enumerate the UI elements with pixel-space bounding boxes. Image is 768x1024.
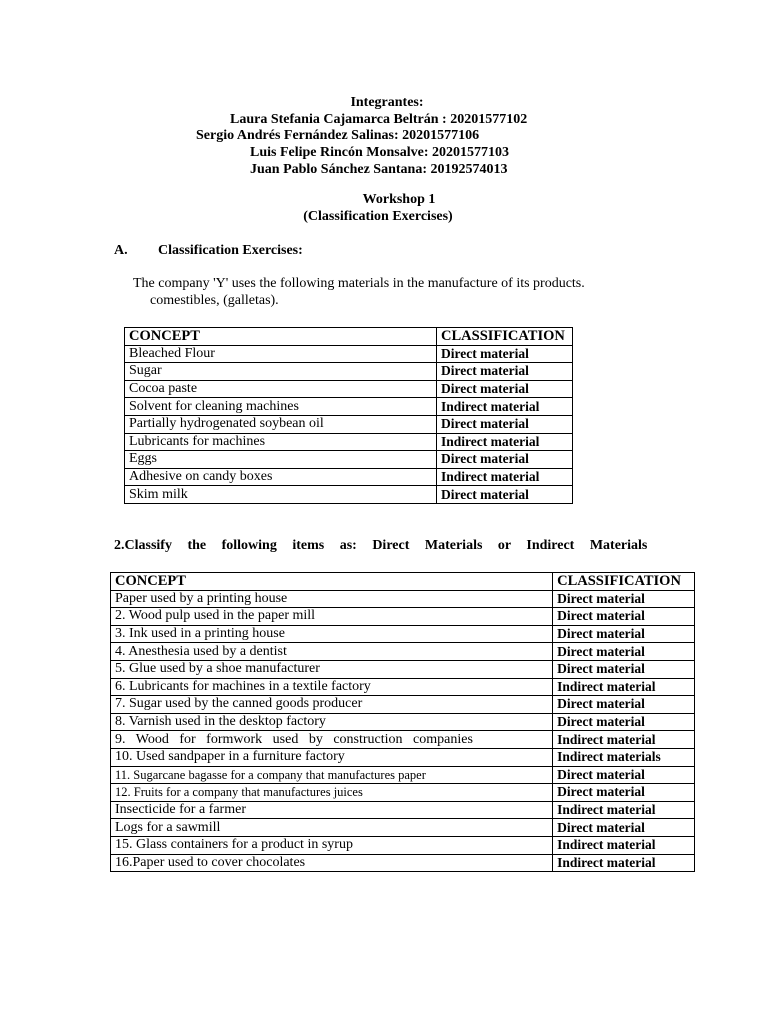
- section-a-marker: A.: [114, 243, 128, 258]
- classification-cell: Direct material: [437, 451, 573, 469]
- table-row: [111, 766, 695, 784]
- classification-cell: Direct material: [437, 363, 573, 381]
- concept-cell: 10. Used sandpaper in a furniture factory: [111, 748, 553, 766]
- member-4: Juan Pablo Sánchez Santana: 20192574013: [250, 162, 508, 177]
- classification-table-2: [110, 572, 695, 872]
- table-row: [125, 486, 573, 504]
- concept-cell: 15. Glass containers for a product in syrup: [111, 836, 553, 854]
- table-header-row: [125, 328, 573, 346]
- concept-cell: Solvent for cleaning machines: [125, 398, 437, 416]
- concept-cell: Insecticide for a farmer: [111, 801, 553, 819]
- classification-cell: Direct material: [553, 766, 695, 784]
- concept-cell: 11. Sugarcane bagasse for a company that manufactures paper: [111, 766, 553, 784]
- classification-cell: Indirect material: [553, 731, 695, 749]
- classification-table-1: [124, 327, 573, 504]
- classification-cell: Direct material: [437, 415, 573, 433]
- table-row: [111, 713, 695, 731]
- classification-cell: Indirect materials: [553, 748, 695, 766]
- table-row: [125, 363, 573, 381]
- classification-cell: Indirect material: [437, 433, 573, 451]
- concept-cell: 6. Lubricants for machines in a textile factory: [111, 678, 553, 696]
- concept-cell: Paper used by a printing house: [111, 590, 553, 608]
- table-row: [125, 451, 573, 469]
- concept-cell: 8. Varnish used in the desktop factory: [111, 713, 553, 731]
- concept-cell: Skim milk: [125, 486, 437, 504]
- section-a-heading: Classification Exercises:: [158, 243, 303, 258]
- table-row: [125, 468, 573, 486]
- concept-cell: Adhesive on candy boxes: [125, 468, 437, 486]
- column-header-concept: CONCEPT: [125, 328, 437, 346]
- concept-cell: Logs for a sawmill: [111, 819, 553, 837]
- concept-cell: 3. Ink used in a printing house: [111, 625, 553, 643]
- classification-cell: Indirect material: [437, 398, 573, 416]
- table-header-row: [111, 573, 695, 591]
- table-row: [111, 819, 695, 837]
- classification-cell: Indirect material: [553, 836, 695, 854]
- table-row: [111, 625, 695, 643]
- classification-cell: Direct material: [553, 784, 695, 802]
- classification-cell: Direct material: [553, 608, 695, 626]
- classification-cell: Direct material: [437, 345, 573, 363]
- classification-cell: Direct material: [553, 590, 695, 608]
- concept-cell: Eggs: [125, 451, 437, 469]
- table-row: [111, 748, 695, 766]
- concept-cell: 7. Sugar used by the canned goods producer: [111, 696, 553, 714]
- concept-cell: 4. Anesthesia used by a dentist: [111, 643, 553, 661]
- table-row: [125, 415, 573, 433]
- workshop-subtitle: (Classification Exercises): [303, 209, 453, 224]
- table-row: [111, 643, 695, 661]
- section-a-intro-line2: comestibles, (galletas).: [150, 293, 279, 308]
- classification-cell: Indirect material: [553, 678, 695, 696]
- table-row: [111, 801, 695, 819]
- concept-cell: 2. Wood pulp used in the paper mill: [111, 608, 553, 626]
- concept-cell: 9. Wood for formwork used by construction companies: [111, 731, 553, 749]
- classification-cell: Direct material: [553, 819, 695, 837]
- column-header-classification: CLASSIFICATION: [437, 328, 573, 346]
- table-row: [125, 345, 573, 363]
- table-row: [111, 731, 695, 749]
- table-row: [111, 678, 695, 696]
- classification-cell: Indirect material: [553, 801, 695, 819]
- concept-cell: Lubricants for machines: [125, 433, 437, 451]
- concept-cell: Bleached Flour: [125, 345, 437, 363]
- section-a-intro-line1: The company 'Y' uses the following materials in the manufacture of its products.: [133, 276, 585, 291]
- member-1: Laura Stefania Cajamarca Beltrán : 20201577102: [230, 112, 528, 127]
- concept-cell: 16.Paper used to cover chocolates: [111, 854, 553, 872]
- table-row: [111, 784, 695, 802]
- classification-cell: Direct material: [553, 625, 695, 643]
- table-row: [111, 854, 695, 872]
- classification-cell: Direct material: [437, 380, 573, 398]
- table-row: [111, 696, 695, 714]
- workshop-title: Workshop 1: [362, 192, 436, 207]
- classification-cell: Direct material: [437, 486, 573, 504]
- concept-cell: 5. Glue used by a shoe manufacturer: [111, 660, 553, 678]
- concept-cell: Sugar: [125, 363, 437, 381]
- member-2: Sergio Andrés Fernández Salinas: 20201577106: [196, 128, 480, 143]
- member-3: Luis Felipe Rincón Monsalve: 20201577103: [250, 145, 510, 160]
- classification-cell: Indirect material: [553, 854, 695, 872]
- table-row: [125, 398, 573, 416]
- section-2-heading: 2.Classify the following items as: Direct Materials or Indirect Materials: [114, 538, 648, 553]
- classification-cell: Direct material: [553, 696, 695, 714]
- concept-cell: Partially hydrogenated soybean oil: [125, 415, 437, 433]
- classification-cell: Direct material: [553, 643, 695, 661]
- concept-cell: Cocoa paste: [125, 380, 437, 398]
- table-row: [111, 660, 695, 678]
- classification-cell: Direct material: [553, 660, 695, 678]
- members-label: Integrantes:: [350, 95, 424, 110]
- column-header-classification: CLASSIFICATION: [553, 573, 695, 591]
- table-row: [111, 836, 695, 854]
- classification-cell: Direct material: [553, 713, 695, 731]
- table-row: [125, 380, 573, 398]
- classification-cell: Indirect material: [437, 468, 573, 486]
- concept-cell: 12. Fruits for a company that manufactures juices: [111, 784, 553, 802]
- column-header-concept: CONCEPT: [111, 573, 553, 591]
- table-row: [125, 433, 573, 451]
- table-row: [111, 590, 695, 608]
- table-row: [111, 608, 695, 626]
